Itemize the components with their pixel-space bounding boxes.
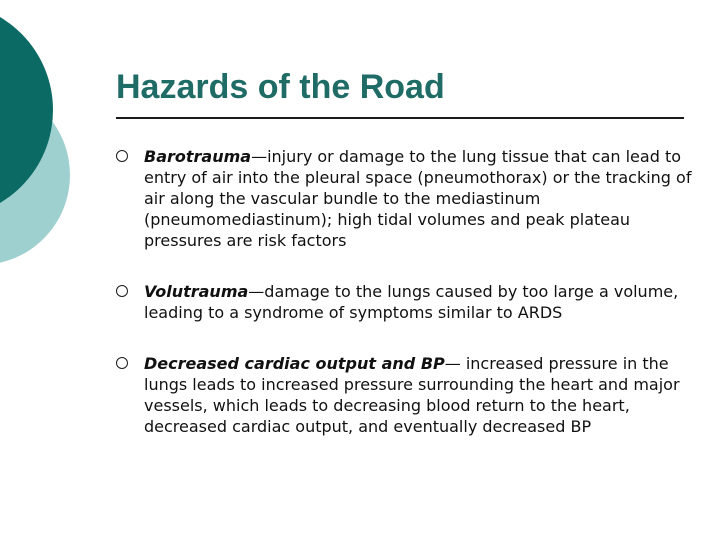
item-term: Barotrauma bbox=[144, 147, 252, 166]
decorative-circles bbox=[0, 0, 120, 300]
list-item bbox=[116, 281, 696, 323]
item-text: —damage to the lungs caused by too large a volume, leading to a syndrome of symptoms similar to ARDS bbox=[144, 282, 679, 322]
list-item bbox=[116, 353, 696, 437]
item-text: — increased pressure in the lungs leads to increased pressure surrounding the heart and major vessels, which leads to decreasing blood return to the heart, decreased cardiac output, and eventually decreased BP bbox=[144, 354, 680, 436]
bullet-list bbox=[116, 146, 696, 467]
circle-bullet-icon bbox=[116, 357, 128, 369]
circle-bullet-icon bbox=[116, 285, 128, 297]
slide-title: Hazards of the Road bbox=[116, 68, 445, 106]
title-divider bbox=[116, 117, 684, 119]
item-term: Decreased cardiac output and BP bbox=[144, 354, 445, 373]
item-term: Volutrauma bbox=[144, 282, 249, 301]
circle-bullet-icon bbox=[116, 150, 128, 162]
list-item bbox=[116, 146, 696, 251]
item-text: —injury or damage to the lung tissue that can lead to entry of air into the pleural space (pneumothorax) or the tracking of air along the vascular bundle to the mediastinum (pneumomediastinum); high tidal volumes and peak plateau pressures are risk factors bbox=[144, 147, 692, 250]
